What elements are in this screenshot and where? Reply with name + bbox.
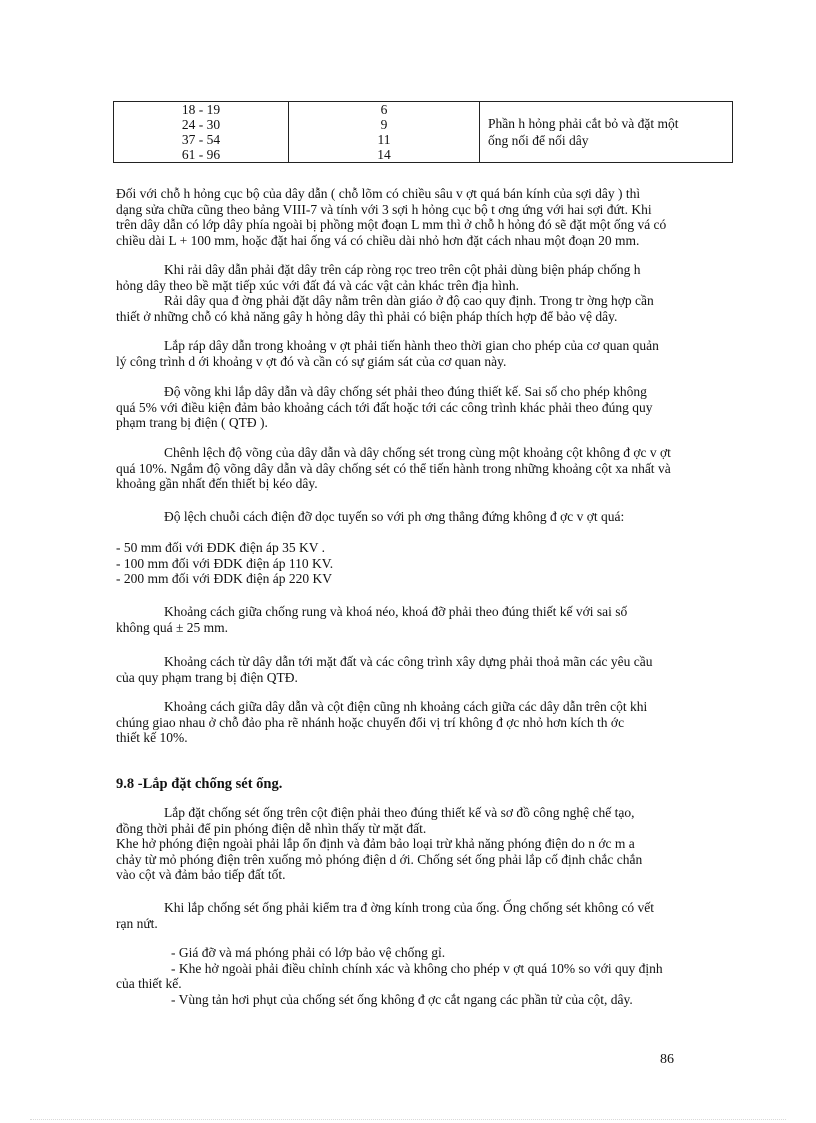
paragraph-laying-wire xyxy=(116,262,756,324)
text-line: Độ lệch chuỗi cách điện đỡ dọc tuyến so với ph ơng thẳng đứng không đ ợc v ợt quá: xyxy=(164,509,625,524)
paragraph-arrester-inspection xyxy=(116,900,756,931)
page-bottom-divider xyxy=(30,1119,786,1120)
spec-table xyxy=(113,101,733,163)
table-cell-line: 37 - 54 xyxy=(181,132,221,147)
table-row xyxy=(114,102,733,163)
paragraph-sag-difference xyxy=(116,445,756,492)
paragraph-pole-clearance xyxy=(116,699,756,746)
table-cell-line: ống nối để nối dây xyxy=(488,133,589,148)
text-line: dạng sửa chữa cũng theo bảng VIII-7 và tính với 3 sợi h hỏng cục bộ t ơng ứng với hai sợi đứt. Khi xyxy=(116,201,652,217)
list-item: - Khe hở ngoài phải điều chỉnh chính xác và không cho phép v ợt quá 10% so với quy định xyxy=(171,960,663,976)
text-line: Khi rải dây dẫn phải đặt dây trên cáp ròng rọc treo trên cột phải dùng biện pháp chống h xyxy=(164,262,641,277)
text-line: chúng giao nhau ở chỗ đảo pha rẽ nhánh hoặc chuyển đổi vị trí không đ ợc nhỏ hơn kích th ớc xyxy=(116,714,625,730)
text-line: quá 10%. Ngắm độ võng dây dẫn và dây chống sét có thể tiến hành trong những khoảng cột xa nhất và xyxy=(116,460,671,476)
table-cell-line: 6 xyxy=(380,102,388,117)
table-cell-line: 18 - 19 xyxy=(181,102,221,117)
text-line: của quy phạm trang bị điện QTĐ. xyxy=(116,669,298,685)
list-voltage-limits xyxy=(116,540,756,587)
text-line: hỏng dây theo bề mặt tiếp xúc với đất đá và các vật cản khác trên địa hình. xyxy=(116,277,519,293)
text-line: Khoảng cách từ dây dẫn tới mặt đất và các công trình xây dựng phải thoả mãn các yêu cầu xyxy=(164,654,653,669)
text-line: Độ võng khi lắp dây dẫn và dây chống sét phải theo đúng thiết kế. Sai số cho phép không xyxy=(164,384,647,399)
text-line: Khi lắp chống sét ống phải kiểm tra đ ờng kính trong của ống. Ống chống sét không có vết xyxy=(164,900,655,915)
text-line: thiết kế 10%. xyxy=(116,730,188,745)
paragraph-arrester-install xyxy=(116,805,756,883)
text-line: quá 5% với điều kiện đảm bảo khoảng cách tới đất hoặc tới các công trình khác phải theo đúng quy xyxy=(116,399,653,415)
list-arrester-requirements xyxy=(116,945,756,1007)
text-line: lý công trình d ới khoảng v ợt đó và cần có sự giám sát của cơ quan này. xyxy=(116,353,507,369)
table-cell-line: 9 xyxy=(380,117,388,132)
table-cell-line: 11 xyxy=(377,132,391,147)
text-line: Rải dây qua đ ờng phải đặt dây nằm trên dàn giáo ở độ cao quy định. Trong tr ờng hợp cần xyxy=(164,293,654,308)
text-line: phạm trang bị điện ( QTĐ ). xyxy=(116,415,268,430)
list-item: - 100 mm đối với ĐDK điện áp 110 KV. xyxy=(116,555,334,571)
table-cell-line: Phần h hỏng phải cắt bỏ và đặt một xyxy=(488,116,679,131)
page-number: 86 xyxy=(660,1052,674,1067)
paragraph-insulator-deviation xyxy=(116,509,756,525)
table-cell-line: 24 - 30 xyxy=(181,117,221,132)
text-line: không quá ± 25 mm. xyxy=(116,619,229,635)
paragraph-local-damage xyxy=(116,186,756,248)
text-line: Đối với chỗ h hỏng cục bộ của dây dẫn ( chỗ lõm có chiều sâu v ợt quá bán kính của sợi dây ) thì xyxy=(116,186,641,201)
list-item: của thiết kế. xyxy=(116,976,182,991)
paragraph-damper-distance xyxy=(116,604,756,635)
text-line: rạn nứt. xyxy=(116,915,158,931)
list-item: - Giá đỡ và má phóng phải có lớp bảo vệ chống gỉ. xyxy=(171,945,446,960)
text-line: khoảng gần nhất đến thiết bị kéo dây. xyxy=(116,476,318,491)
table-cell-wire-count xyxy=(289,102,480,163)
text-line: Khoảng cách giữa chống rung và khoá néo, khoá đỡ phải theo đúng thiết kế với sai số xyxy=(164,604,628,619)
text-line: vào cột và đảm bảo tiếp đất tốt. xyxy=(116,867,286,882)
table-cell-remedy xyxy=(480,102,733,163)
text-line: Lắp đặt chống sét ống trên cột điện phải theo đúng thiết kế và sơ đồ công nghệ chế tạo, xyxy=(164,805,635,820)
text-line: Chênh lệch độ võng của dây dẫn và dây chống sét trong cùng một khoảng cột không đ ợc v ợt xyxy=(164,445,671,460)
list-item: - 50 mm đối với ĐDK điện áp 35 KV . xyxy=(116,540,325,555)
paragraph-ground-clearance xyxy=(116,654,756,685)
list-item: - 200 mm đối với ĐDK điện áp 220 KV xyxy=(116,571,332,586)
paragraph-assembly-span xyxy=(116,338,756,369)
text-line: đồng thời phải để pin phóng điện dễ nhìn thấy từ mặt đất. xyxy=(116,820,427,836)
paragraph-sag xyxy=(116,384,756,431)
section-title: 9.8 -Lắp đặt chống sét ống. xyxy=(116,776,283,792)
text-line: chảy từ mỏ phóng điện trên xuống mỏ phóng điện d ới. Chống sét ống phải lắp cố định chắc chắn xyxy=(116,851,643,867)
text-line: chiều dài L + 100 mm, hoặc đặt hai ống vá có chiều dài nhỏ hơn đặt cách nhau một đoạn 20 mm. xyxy=(116,232,640,248)
text-line: thiết ở những chỗ có khả năng gây h hỏng dây thì phải có biện pháp thích hợp để bảo vệ dây. xyxy=(116,308,618,324)
table-cell-line: 61 - 96 xyxy=(181,147,221,162)
text-line: Khoảng cách giữa dây dẫn và cột điện cũng nh khoảng cách giữa các dây dẫn trên cột khi xyxy=(164,699,648,714)
text-line: Lắp ráp dây dẫn trong khoảng v ợt phải tiến hành theo thời gian cho phép của cơ quan quản xyxy=(164,338,659,353)
table-cell-line: 14 xyxy=(377,147,391,162)
list-item: - Vùng tản hơi phụt của chống sét ống không đ ợc cắt ngang các phần tử của cột, dây. xyxy=(171,991,633,1007)
table-cell-diameter-range xyxy=(114,102,289,163)
text-line: Khe hở phóng điện ngoài phải lắp ổn định và đảm bảo loại trừ khả năng phóng điện do n ớc m a xyxy=(116,836,635,851)
text-line: trên dây dẫn có lớp dây phía ngoài bị phồng một đoạn L mm thì ở chỗ h hỏng đó sẽ đặt một ống vá có xyxy=(116,217,667,232)
